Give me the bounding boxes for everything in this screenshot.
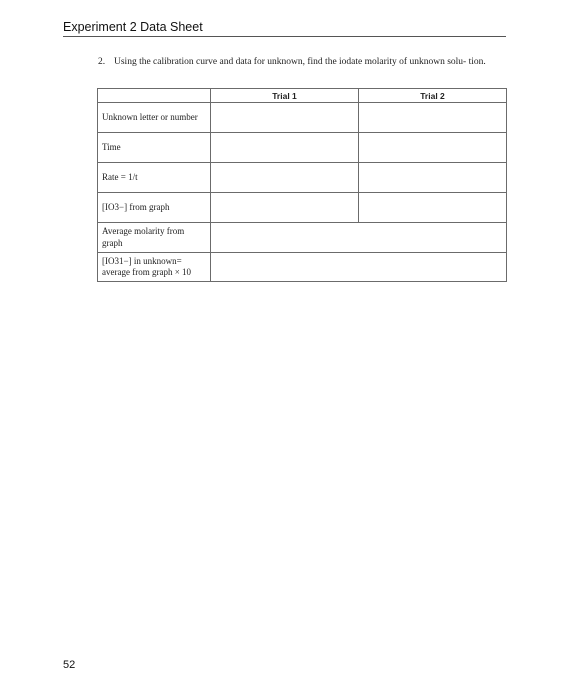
question-number: 2. [98, 57, 106, 67]
row-label: Time [98, 133, 211, 163]
row-label: Rate = 1/t [98, 163, 211, 193]
question-item [98, 56, 506, 68]
table-row [98, 103, 507, 133]
row-label: [IO3−] from graph [98, 193, 211, 223]
merged-answer-cell[interactable] [211, 223, 507, 253]
merged-answer-cell[interactable] [211, 253, 507, 282]
table-header-row [98, 89, 507, 103]
trial-1-cell[interactable] [211, 133, 359, 163]
page-title: Experiment 2 Data Sheet [63, 20, 203, 34]
trial-1-cell[interactable] [211, 103, 359, 133]
table-row [98, 193, 507, 223]
trial-2-cell[interactable] [359, 163, 507, 193]
page-number: 52 [63, 659, 76, 671]
data-table [97, 88, 507, 282]
table-row [98, 133, 507, 163]
column-header-label [98, 89, 211, 103]
question-text: Using the calibration curve and data for unknown, find the iodate molarity of unknown solu- tion. [114, 57, 486, 67]
header-divider [63, 36, 506, 37]
column-header-trial-2: Trial 2 [359, 89, 507, 103]
row-label: Average molarity from graph [98, 223, 211, 253]
table-row [98, 163, 507, 193]
trial-1-cell[interactable] [211, 163, 359, 193]
trial-1-cell[interactable] [211, 193, 359, 223]
column-header-trial-1: Trial 1 [211, 89, 359, 103]
table-row [98, 253, 507, 282]
table-row [98, 223, 507, 253]
trial-2-cell[interactable] [359, 103, 507, 133]
trial-2-cell[interactable] [359, 193, 507, 223]
trial-2-cell[interactable] [359, 133, 507, 163]
row-label: Unknown letter or number [98, 103, 211, 133]
row-label: [IO31−] in unknown= average from graph × 10 [98, 253, 211, 282]
